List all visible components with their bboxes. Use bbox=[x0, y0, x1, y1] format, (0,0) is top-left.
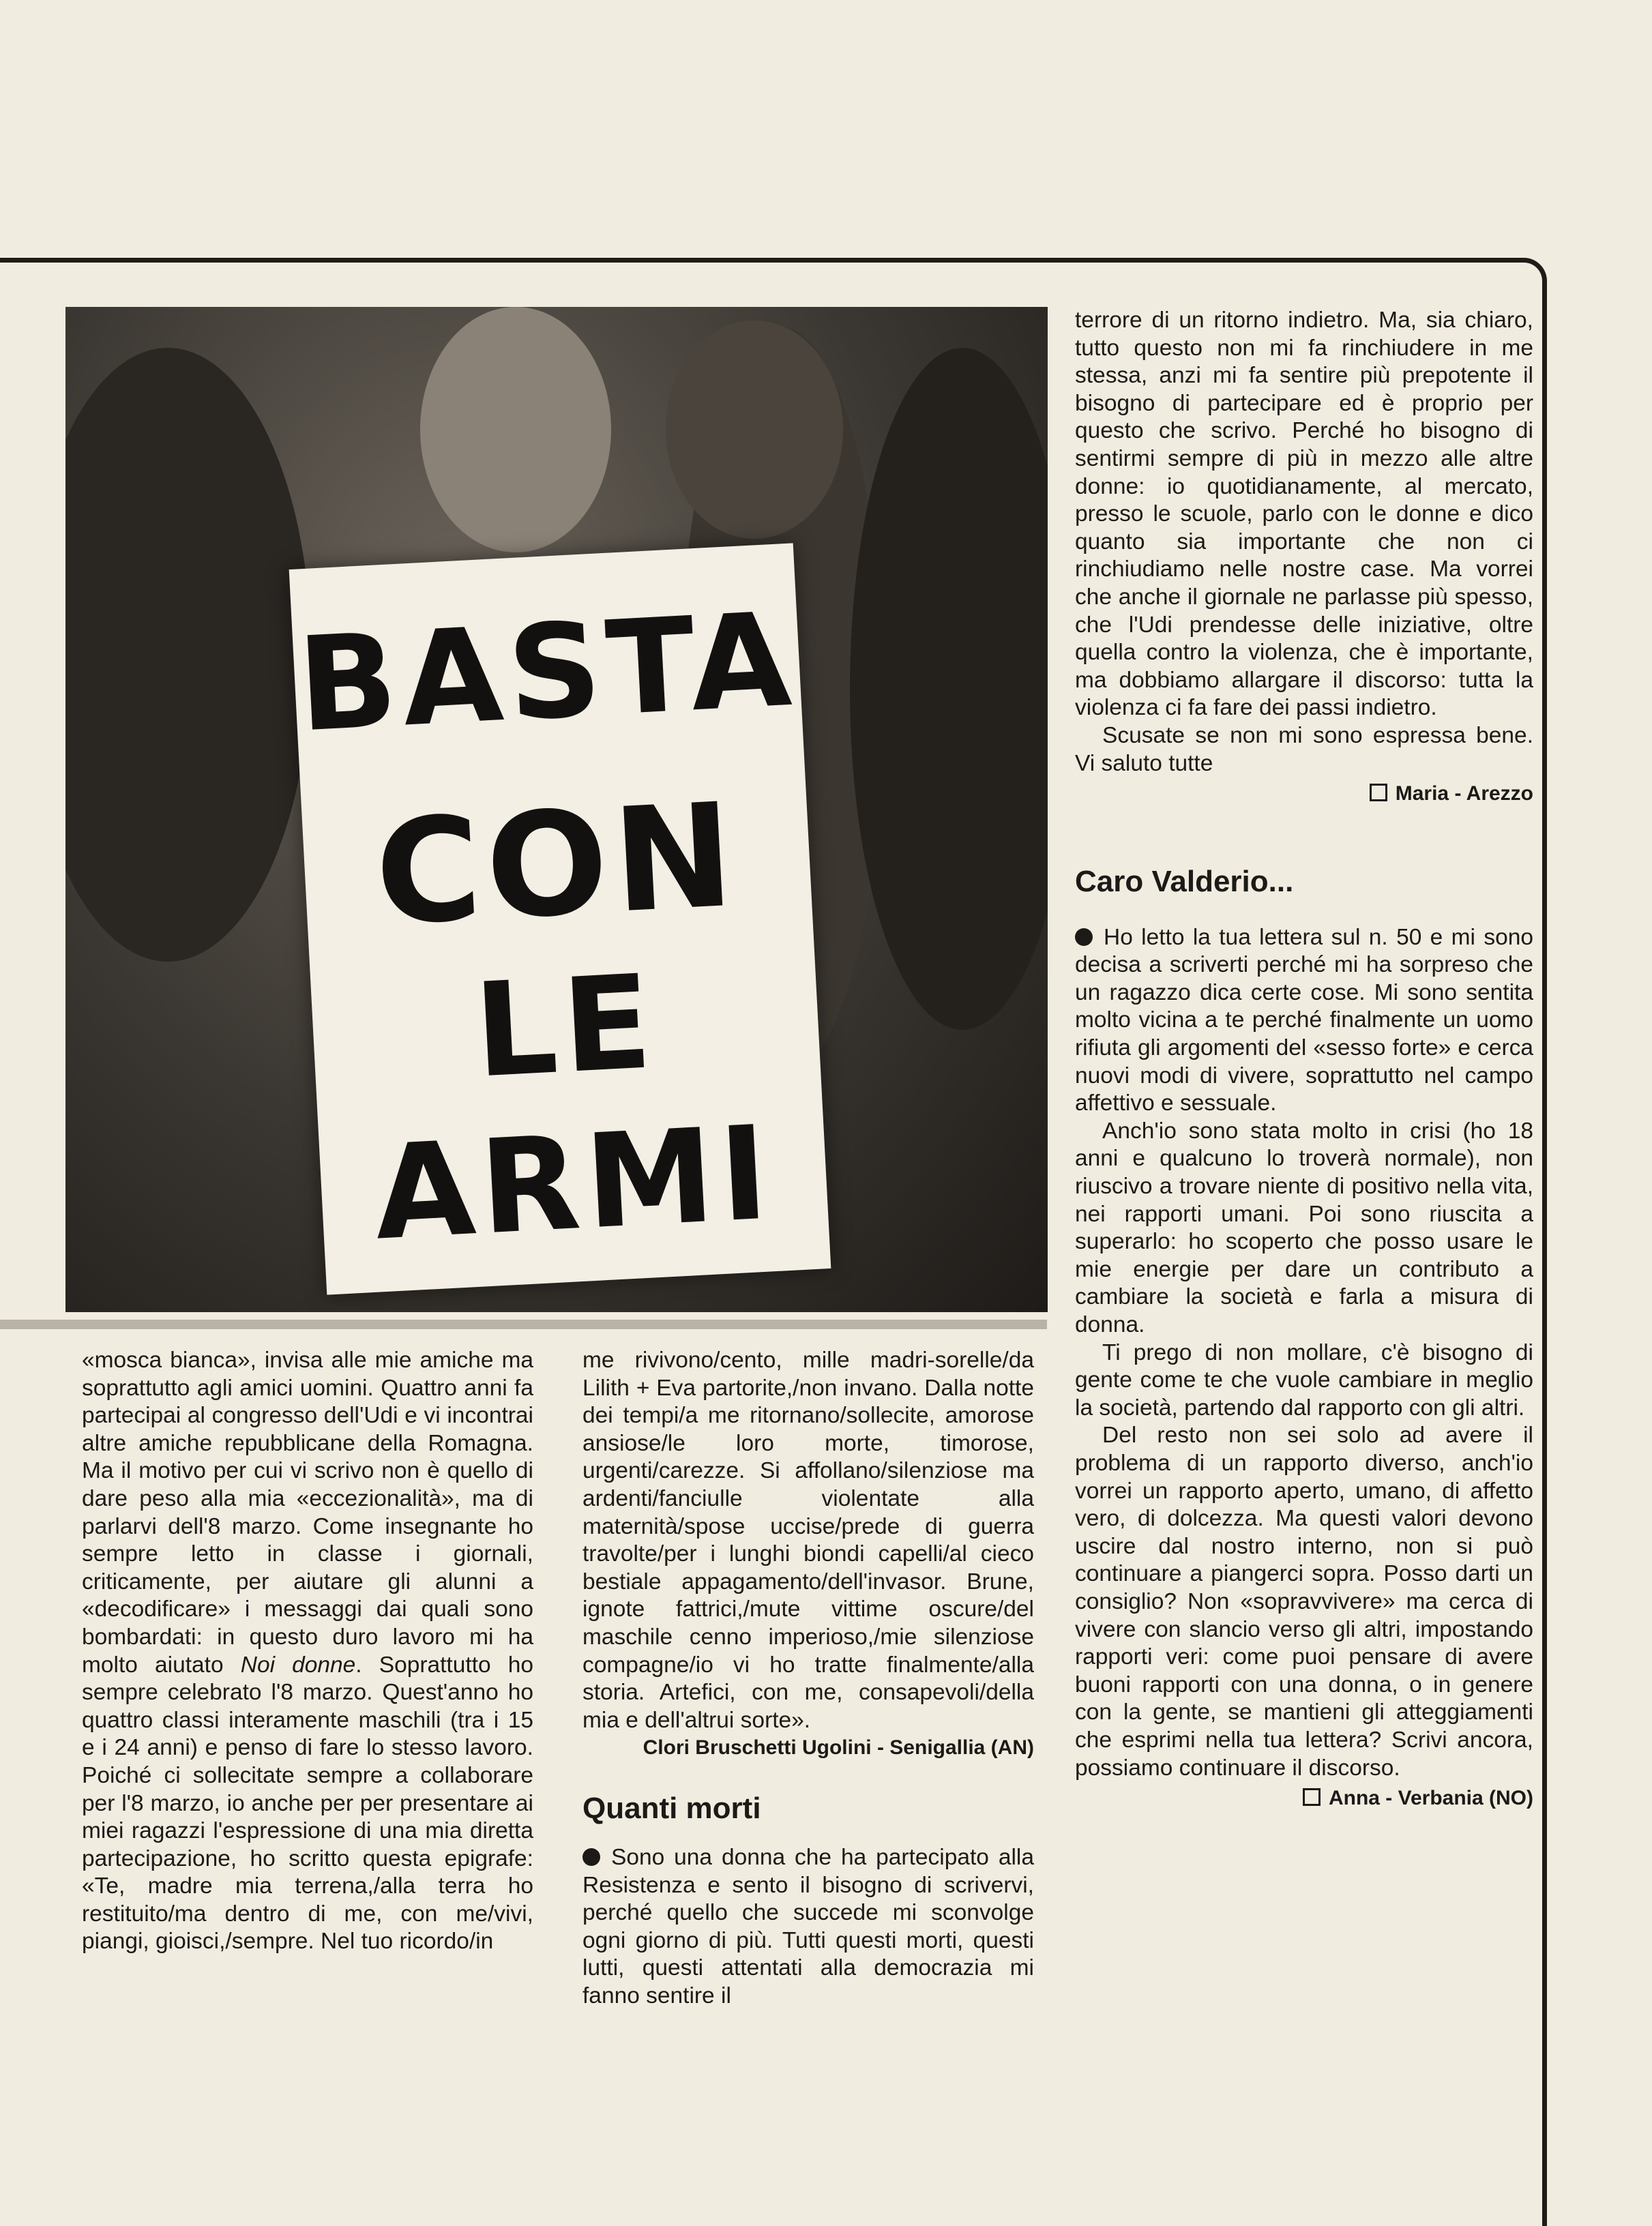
quanti-morti-body: Sono una donna che ha partecipato alla Resistenza e sento il bisogno di scrivervi, perché quello che succede mi sconvolge ogni giorno di più. Tutti questi morti, questi lutti, questi attentati alla democrazia mi fanno sentire il bbox=[582, 1844, 1034, 2008]
left-text-part1: «mosca bianca», invisa alle mie amiche ma soprattutto agli amici uomini. Quattro anni fa partecipai al congresso dell'Udi e vi incontrai altre amiche repubblicane della Romagna. Ma il motivo per cui vi scrivo non è quello di dare peso alla mia «eccezionalità», ma di parlarvi dell'8 marzo. Come insegnante ho sempre letto in classe i giornali, criticamente, per aiutare gli alunni a «decodificare» i messaggi dai quali sono bombardati: in questo duro lavoro mi ha molto aiutato bbox=[82, 1348, 533, 1678]
bullet-icon bbox=[582, 1848, 600, 1866]
crowd-figure bbox=[65, 348, 311, 962]
crowd-figure bbox=[850, 348, 1048, 1030]
box-icon bbox=[1370, 784, 1387, 801]
valderio-p1-body: Ho letto la tua lettera sul n. 50 e mi sono decisa a scriverti perché mi ha sorpreso che un ragazzo dica certe cose. Mi sono sentita molto vicina a te perché finalmente un uomo rifiuta gli argomenti del «sesso forte» e cerca nuovi modi di vivere, soprattutto nel campo affettivo e sessuale. bbox=[1075, 924, 1533, 1116]
placard-line: CON bbox=[371, 771, 743, 958]
valderio-p4: Del resto non sei solo ad avere il problema di un rapporto diverso, anch'io vorrei un rapporto aperto, umano, di affetto vero, di dolcezza. Ma questi valori devono uscire dal nostro interno, non si può continuare a piangerci sopra. Posso darti un consiglio? Non «sopravvivere» ma cerca di vivere con slancio verso gli altri, impostando rapporti veri: come puoi pensare di avere buoni rapporti con una donna, o in genere con la gente, se mantieni gli atteggiamenti che esprimi nella tua lettera? Scrivi ancora, possiamo continuare il discorso. bbox=[1075, 1423, 1533, 1781]
crowd-figure bbox=[666, 321, 843, 539]
right-column-text: terrore di un ritorno indietro. Ma, sia chiaro, tutto questo non mi fa rinchiudere in me stessa, anzi mi fa sentire più prepotente il bisogno di partecipare ed è proprio per questo che scrivo. Perché ho bisogno di sentirmi sempre di più in mezzo alle altre donne: io quotidianamente, al mercato, presso le scuole, parlo con le donne e dico quanto sia importante che non ci rinchiudiamo nelle nostre case. Ma vorrei che anche il giornale ne parlasse più spesso, che l'Udi prendesse delle iniziative, oltre quella contro la violenza, che è importante, ma dobbiamo allargare il discorso: tutta la violenza ci fa fare dei passi indietro. bbox=[1075, 308, 1533, 721]
valderio-p1 bbox=[1075, 924, 1533, 1118]
valderio-p2: Anch'io sono stata molto in crisi (ho 18 anni e qualcuno lo troverà normale), non riuscivo a trovare niente di positivo nella vita, nei rapporti umani. Poi sono riuscita a superarlo: ho scoperto che posso usare le mie energie per dare un contributo a cambiare la società e farla a misura di donna. bbox=[1075, 1118, 1533, 1337]
signature-maria bbox=[1075, 780, 1533, 808]
valderio-p3: Ti prego di non mollare, c'è bisogno di gente come te che vuole cambiare in meglio la società, partendo dal rapporto con gli altri. bbox=[1075, 1339, 1533, 1421]
left-column bbox=[82, 1347, 533, 1956]
protest-photo-icon bbox=[65, 307, 1048, 1312]
right-column-closing: Scusate se non mi sono espressa bene. Vi saluto tutte bbox=[1075, 722, 1533, 776]
crowd-figure bbox=[420, 307, 611, 552]
protest-placard bbox=[289, 543, 831, 1294]
magazine-title: Noi donne bbox=[240, 1652, 356, 1678]
placard-line: LE bbox=[471, 946, 661, 1107]
photo-caption-rule bbox=[0, 1320, 1047, 1329]
section-title-quanti-morti: Quanti morti bbox=[582, 1791, 761, 1825]
signature-anna-text: Anna - Verbania (NO) bbox=[1328, 1787, 1533, 1810]
left-text-part2: . Soprattutto ho sempre celebrato l'8 marzo. Quest'anno ho quattro classi interamente maschili (tra i 15 e i 24 anni) e penso di fare lo stesso lavoro. Poiché ci sollecitate sempre a collaborare per l'8 marzo, io anche per per presentare ai miei ragazzi l'espressione di una mia diretta partecipazione, ho scritto questa epigrafe: «Te, madre mia terrena,/alla terra ho restituito/ma dentro di me, con me/vivi, piangi, gioisci,/sempre. Nel tuo ricordo/in bbox=[82, 1652, 533, 1955]
placard-line: BASTA bbox=[294, 584, 800, 761]
signature-maria-text: Maria - Arezzo bbox=[1395, 782, 1533, 805]
middle-column bbox=[582, 1347, 1034, 2010]
poem-text: me rivivono/cento, mille madri-sorelle/da Lilith + Eva partorite,/non invano. Dalla notte dei tempi/a me ritornano/sollecite, amorose ansiose/le loro morte, timorose, urgenti/carezze. Si affollano/silenziose ma ardenti/fanciulle violentate alla maternità/spose uccise/prede di guerra travolte/per i lunghi biondi capelli/al cieco bestiale appagamento/dell'invasor. Brune, ignote fattrici,/mute vittime oscure/del maschile cenno imperioso,/mie silenziose compagne/io vi ho tratte finalmente/alla storia. Artefici, con me, consapevoli/della mia e dell'altrui sorte». bbox=[582, 1348, 1034, 1733]
signature-clori: Clori Bruschetti Ugolini - Senigallia (AN) bbox=[643, 1736, 1034, 1760]
quanti-morti-text bbox=[582, 1844, 1034, 2010]
placard-line: ARMI bbox=[370, 1097, 778, 1269]
left-column-text bbox=[82, 1347, 533, 1956]
box-icon bbox=[1303, 1788, 1321, 1806]
right-column bbox=[1075, 307, 1533, 1813]
bullet-icon bbox=[1075, 928, 1093, 946]
signature-anna bbox=[1075, 1785, 1533, 1813]
section-title-caro-valderio: Caro Valderio... bbox=[1075, 864, 1294, 898]
